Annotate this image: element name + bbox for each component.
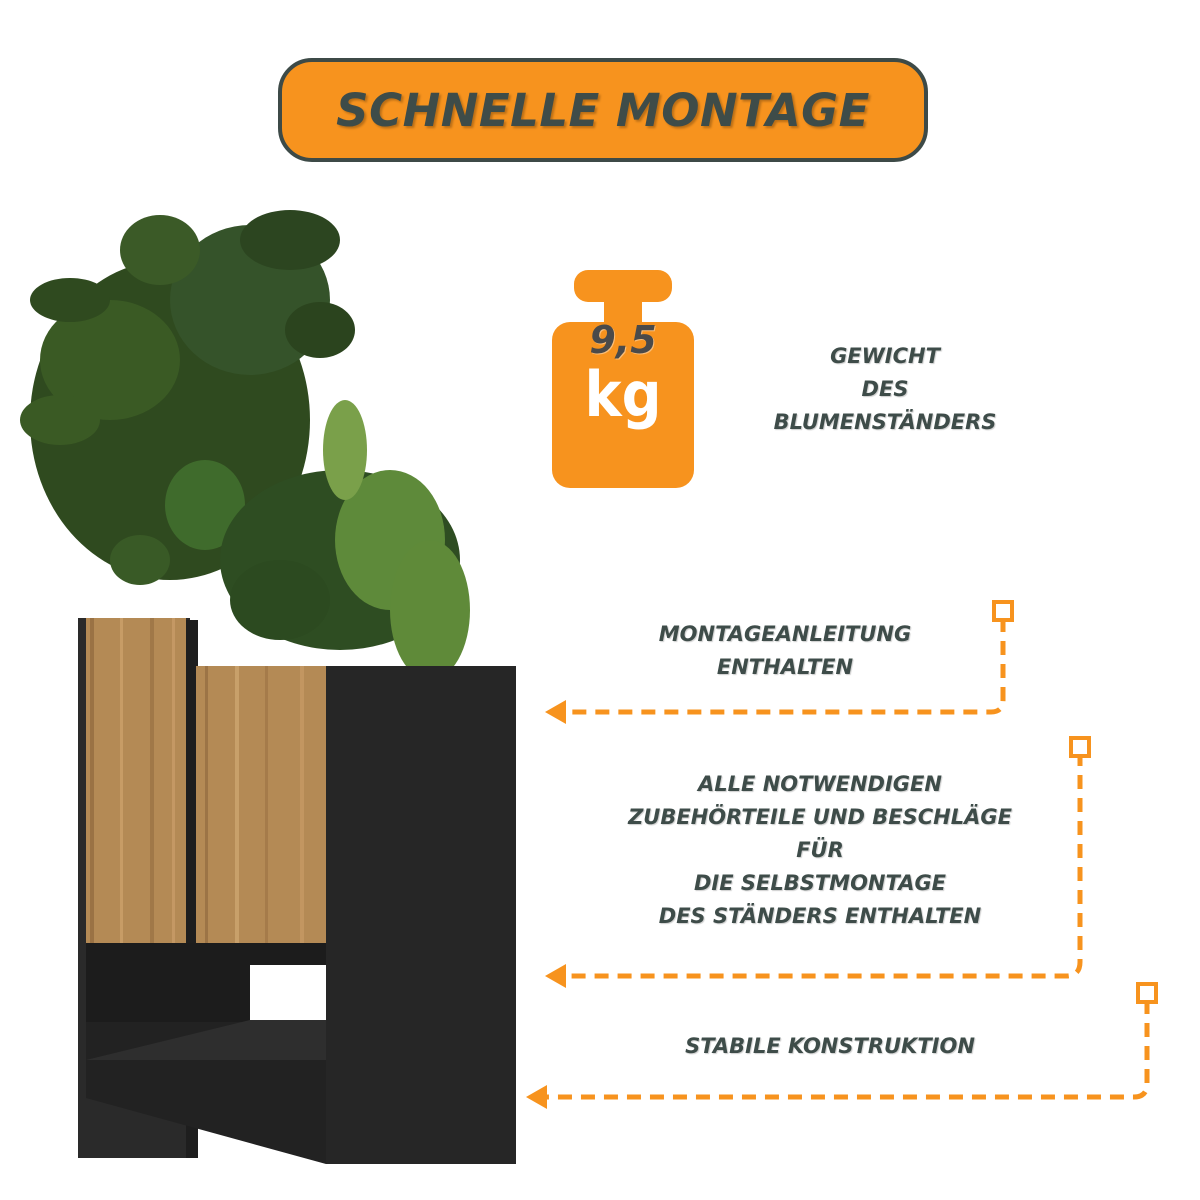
caption-line: DES bbox=[861, 377, 909, 401]
weight-unit: kg bbox=[584, 358, 662, 431]
caption-line: ENTHALTEN bbox=[716, 655, 854, 679]
caption-line: STABILE KONSTRUKTION bbox=[685, 1034, 975, 1058]
callout-arrow-icon bbox=[560, 618, 1003, 712]
caption-line: FÜR bbox=[796, 838, 844, 862]
caption-line: ZUBEHÖRTEILE UND BESCHLÄGE bbox=[628, 805, 1012, 829]
caption-line: BLUMENSTÄNDERS bbox=[773, 410, 997, 434]
caption-line: ALLE NOTWENDIGEN bbox=[698, 772, 942, 796]
callout-arrow-icon bbox=[542, 1000, 1147, 1097]
weight-value: 9,5 bbox=[589, 318, 657, 362]
caption-line: MONTAGEANLEITUNG bbox=[658, 622, 912, 646]
callout-arrow-icon bbox=[562, 752, 1080, 976]
caption-line: GEWICHT bbox=[830, 344, 940, 368]
page-title: SCHNELLE MONTAGE bbox=[336, 83, 870, 137]
caption-line: DES STÄNDERS ENTHALTEN bbox=[658, 904, 982, 928]
caption-line: DIE SELBSTMONTAGE bbox=[693, 871, 947, 895]
